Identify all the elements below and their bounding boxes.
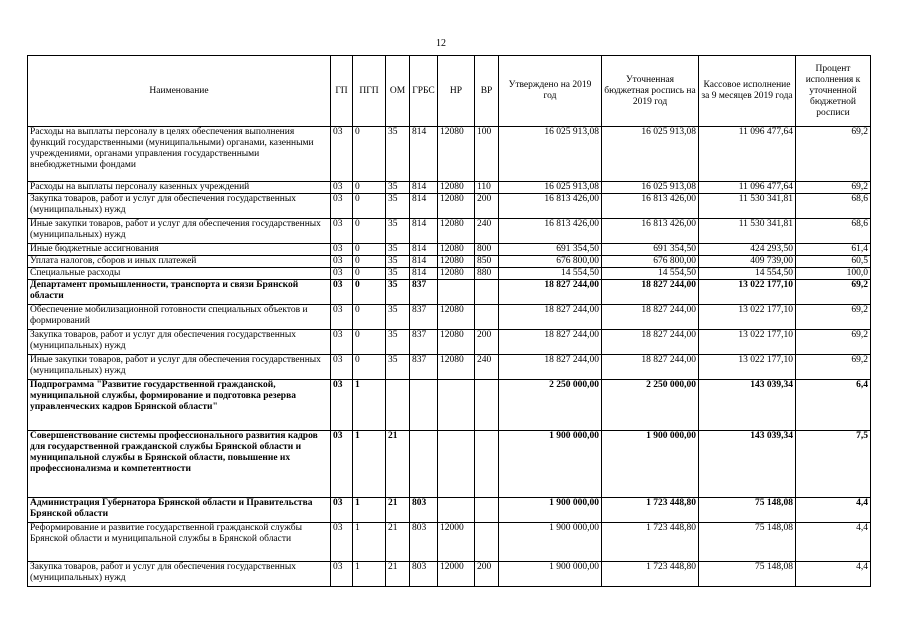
row-refined: 1 723 448,80 — [602, 523, 699, 562]
table-row — [28, 244, 871, 256]
row-pgp: 0 — [353, 268, 386, 280]
row-percent: 69,2 — [796, 127, 871, 182]
row-refined: 1 723 448,80 — [602, 498, 699, 523]
table-header-row — [28, 56, 871, 127]
header-vr: ВР — [475, 56, 499, 127]
row-percent: 4,4 — [796, 498, 871, 523]
row-pgp: 0 — [353, 355, 386, 380]
row-grbs: 803 — [410, 523, 438, 562]
row-np — [438, 431, 475, 498]
row-approved: 18 827 244,00 — [499, 330, 602, 355]
row-np — [438, 380, 475, 431]
row-om: 35 — [386, 305, 410, 330]
row-np: 12000 — [438, 523, 475, 562]
row-approved: 16 813 426,00 — [499, 219, 602, 244]
row-approved: 1 900 000,00 — [499, 562, 602, 587]
row-refined: 2 250 000,00 — [602, 380, 699, 431]
row-approved: 18 827 244,00 — [499, 280, 602, 305]
row-name: Уплата налогов, сборов и иных платежей — [28, 256, 331, 268]
row-approved: 1 900 000,00 — [499, 431, 602, 498]
row-np: 12080 — [438, 355, 475, 380]
row-gp: 03 — [331, 330, 353, 355]
table-row — [28, 256, 871, 268]
row-vr: 200 — [475, 562, 499, 587]
table-row — [28, 305, 871, 330]
row-refined: 18 827 244,00 — [602, 305, 699, 330]
row-om: 35 — [386, 256, 410, 268]
row-cash: 13 022 177,10 — [699, 330, 796, 355]
row-cash: 11 096 477,64 — [699, 127, 796, 182]
row-name: Иные бюджетные ассигнования — [28, 244, 331, 256]
row-refined: 16 813 426,00 — [602, 194, 699, 219]
row-grbs: 814 — [410, 219, 438, 244]
header-gp: ГП — [331, 56, 353, 127]
page-number: 12 — [436, 38, 446, 49]
row-pgp: 0 — [353, 256, 386, 268]
row-gp: 03 — [331, 305, 353, 330]
header-approved: Утверждено на 2019 год — [499, 56, 602, 127]
table-row — [28, 498, 871, 523]
row-om: 21 — [386, 431, 410, 498]
table-row — [28, 127, 871, 182]
row-vr: 110 — [475, 182, 499, 194]
row-np: 12080 — [438, 268, 475, 280]
row-gp: 03 — [331, 431, 353, 498]
table-row — [28, 330, 871, 355]
row-np: 12080 — [438, 244, 475, 256]
row-refined: 1 723 448,80 — [602, 562, 699, 587]
row-pgp: 0 — [353, 127, 386, 182]
row-cash: 424 293,50 — [699, 244, 796, 256]
table-row — [28, 523, 871, 562]
row-grbs — [410, 380, 438, 431]
row-refined: 16 813 426,00 — [602, 219, 699, 244]
row-refined: 1 900 000,00 — [602, 431, 699, 498]
row-name: Подпрограмма "Развитие государственной гражданской, муниципальной службы, формирование и подготовка резерва управленческих кадров Брянской области" — [28, 380, 331, 431]
row-cash: 143 039,34 — [699, 431, 796, 498]
table-row — [28, 219, 871, 244]
row-vr: 240 — [475, 219, 499, 244]
row-cash: 143 039,34 — [699, 380, 796, 431]
row-cash: 75 148,08 — [699, 523, 796, 562]
row-grbs: 803 — [410, 562, 438, 587]
row-np: 12000 — [438, 562, 475, 587]
row-grbs: 814 — [410, 127, 438, 182]
row-gp: 03 — [331, 219, 353, 244]
row-gp: 03 — [331, 280, 353, 305]
row-name: Администрация Губернатора Брянской области и Правительства Брянской области — [28, 498, 331, 523]
row-om: 35 — [386, 268, 410, 280]
row-refined: 18 827 244,00 — [602, 355, 699, 380]
row-cash: 11 096 477,64 — [699, 182, 796, 194]
row-pgp: 1 — [353, 380, 386, 431]
row-name: Реформирование и развитие государственной гражданской службы Брянской области и муниципальной службы в Брянской области — [28, 523, 331, 562]
row-grbs: 837 — [410, 280, 438, 305]
row-percent: 4,4 — [796, 523, 871, 562]
row-cash: 11 530 341,81 — [699, 219, 796, 244]
row-vr: 200 — [475, 194, 499, 219]
row-om: 21 — [386, 498, 410, 523]
table-row — [28, 194, 871, 219]
table-row — [28, 562, 871, 587]
row-name: Закупка товаров, работ и услуг для обеспечения государственных (муниципальных) нужд — [28, 562, 331, 587]
row-np: 12080 — [438, 219, 475, 244]
row-om: 21 — [386, 523, 410, 562]
row-approved: 16 813 426,00 — [499, 194, 602, 219]
row-pgp: 0 — [353, 194, 386, 219]
row-pgp: 0 — [353, 330, 386, 355]
row-cash: 13 022 177,10 — [699, 305, 796, 330]
row-name: Департамент промышленности, транспорта и связи Брянской области — [28, 280, 331, 305]
header-grbs: ГРБС — [410, 56, 438, 127]
row-name: Расходы на выплаты персоналу в целях обеспечения выполнения функций государственными (муниципальными) органами, казенными учреждениями, органами управления государственными внебюджетными фондами — [28, 127, 331, 182]
row-pgp: 0 — [353, 280, 386, 305]
row-percent: 69,2 — [796, 305, 871, 330]
row-vr — [475, 305, 499, 330]
row-percent: 69,2 — [796, 330, 871, 355]
row-grbs — [410, 431, 438, 498]
row-refined: 18 827 244,00 — [602, 280, 699, 305]
row-name: Иные закупки товаров, работ и услуг для обеспечения государственных (муниципальных) нужд — [28, 219, 331, 244]
row-np — [438, 280, 475, 305]
row-om: 35 — [386, 219, 410, 244]
row-gp: 03 — [331, 268, 353, 280]
row-refined: 14 554,50 — [602, 268, 699, 280]
table-row — [28, 380, 871, 431]
row-om: 35 — [386, 244, 410, 256]
row-approved: 16 025 913,08 — [499, 182, 602, 194]
budget-table — [27, 55, 871, 587]
row-vr — [475, 280, 499, 305]
row-np: 12080 — [438, 182, 475, 194]
row-pgp: 1 — [353, 523, 386, 562]
table-row — [28, 280, 871, 305]
row-gp: 03 — [331, 127, 353, 182]
row-approved: 14 554,50 — [499, 268, 602, 280]
row-om: 35 — [386, 280, 410, 305]
header-cash: Кассовое исполнение за 9 месяцев 2019 года — [699, 56, 796, 127]
table-row — [28, 268, 871, 280]
row-gp: 03 — [331, 380, 353, 431]
row-np: 12080 — [438, 305, 475, 330]
row-vr — [475, 431, 499, 498]
row-vr: 850 — [475, 256, 499, 268]
row-percent: 100,0 — [796, 268, 871, 280]
row-percent: 60,5 — [796, 256, 871, 268]
row-grbs: 814 — [410, 244, 438, 256]
row-pgp: 0 — [353, 305, 386, 330]
row-om: 35 — [386, 127, 410, 182]
row-name: Обеспечение мобилизационной готовности специальных объектов и формирований — [28, 305, 331, 330]
row-name: Расходы на выплаты персоналу казенных учреждений — [28, 182, 331, 194]
row-grbs: 837 — [410, 355, 438, 380]
row-percent: 7,5 — [796, 431, 871, 498]
header-percent: Процент исполнения к уточненной бюджетной росписи — [796, 56, 871, 127]
row-grbs: 814 — [410, 256, 438, 268]
row-cash: 75 148,08 — [699, 498, 796, 523]
row-percent: 69,2 — [796, 355, 871, 380]
row-approved: 2 250 000,00 — [499, 380, 602, 431]
row-gp: 03 — [331, 256, 353, 268]
row-grbs: 837 — [410, 305, 438, 330]
row-refined: 16 025 913,08 — [602, 127, 699, 182]
row-cash: 14 554,50 — [699, 268, 796, 280]
row-vr: 200 — [475, 330, 499, 355]
row-grbs: 814 — [410, 194, 438, 219]
row-vr: 100 — [475, 127, 499, 182]
row-percent: 4,4 — [796, 562, 871, 587]
row-approved: 676 800,00 — [499, 256, 602, 268]
row-grbs: 814 — [410, 182, 438, 194]
row-approved: 16 025 913,08 — [499, 127, 602, 182]
table-row — [28, 355, 871, 380]
row-name: Специальные расходы — [28, 268, 331, 280]
row-om: 21 — [386, 562, 410, 587]
row-pgp: 1 — [353, 562, 386, 587]
row-cash: 13 022 177,10 — [699, 280, 796, 305]
row-om: 35 — [386, 355, 410, 380]
row-approved: 691 354,50 — [499, 244, 602, 256]
row-pgp: 0 — [353, 182, 386, 194]
row-pgp: 1 — [353, 498, 386, 523]
header-np: НР — [438, 56, 475, 127]
row-approved: 18 827 244,00 — [499, 305, 602, 330]
row-gp: 03 — [331, 194, 353, 219]
row-om: 35 — [386, 194, 410, 219]
row-name: Закупка товаров, работ и услуг для обеспечения государственных (муниципальных) нужд — [28, 330, 331, 355]
table-row — [28, 431, 871, 498]
row-pgp: 0 — [353, 244, 386, 256]
row-cash: 75 148,08 — [699, 562, 796, 587]
row-gp: 03 — [331, 523, 353, 562]
row-grbs: 837 — [410, 330, 438, 355]
row-refined: 691 354,50 — [602, 244, 699, 256]
row-om: 35 — [386, 330, 410, 355]
row-gp: 03 — [331, 498, 353, 523]
header-pgp: ПГП — [353, 56, 386, 127]
row-cash: 409 739,00 — [699, 256, 796, 268]
row-name: Иные закупки товаров, работ и услуг для обеспечения государственных (муниципальных) нужд — [28, 355, 331, 380]
row-percent: 69,2 — [796, 280, 871, 305]
row-vr — [475, 380, 499, 431]
row-refined: 16 025 913,08 — [602, 182, 699, 194]
row-np: 12080 — [438, 127, 475, 182]
row-np — [438, 498, 475, 523]
row-gp: 03 — [331, 562, 353, 587]
row-approved: 1 900 000,00 — [499, 498, 602, 523]
row-vr — [475, 523, 499, 562]
row-name: Закупка товаров, работ и услуг для обеспечения государственных (муниципальных) нужд — [28, 194, 331, 219]
row-cash: 11 530 341,81 — [699, 194, 796, 219]
row-gp: 03 — [331, 244, 353, 256]
row-percent: 68,6 — [796, 219, 871, 244]
header-om: ОМ — [386, 56, 410, 127]
row-om: 35 — [386, 182, 410, 194]
row-name: Совершенствование системы профессионального развития кадров для государственной гражданской службы Брянской области и муниципальной службы в Брянской области, повышение их профессионализма и компетентности — [28, 431, 331, 498]
row-gp: 03 — [331, 355, 353, 380]
row-refined: 18 827 244,00 — [602, 330, 699, 355]
row-cash: 13 022 177,10 — [699, 355, 796, 380]
row-approved: 18 827 244,00 — [499, 355, 602, 380]
row-percent: 68,6 — [796, 194, 871, 219]
row-pgp: 1 — [353, 431, 386, 498]
row-percent: 69,2 — [796, 182, 871, 194]
row-grbs: 814 — [410, 268, 438, 280]
row-approved: 1 900 000,00 — [499, 523, 602, 562]
row-percent: 61,4 — [796, 244, 871, 256]
row-refined: 676 800,00 — [602, 256, 699, 268]
row-gp: 03 — [331, 182, 353, 194]
table-body — [28, 127, 871, 587]
row-pgp: 0 — [353, 219, 386, 244]
row-np: 12080 — [438, 194, 475, 219]
table-row — [28, 182, 871, 194]
row-vr: 240 — [475, 355, 499, 380]
row-vr: 880 — [475, 268, 499, 280]
row-vr: 800 — [475, 244, 499, 256]
row-om — [386, 380, 410, 431]
header-name: Наименование — [28, 56, 331, 127]
row-np: 12080 — [438, 330, 475, 355]
row-np: 12080 — [438, 256, 475, 268]
row-grbs: 803 — [410, 498, 438, 523]
row-vr — [475, 498, 499, 523]
header-refined: Уточненная бюджетная роспись на 2019 год — [602, 56, 699, 127]
row-percent: 6,4 — [796, 380, 871, 431]
